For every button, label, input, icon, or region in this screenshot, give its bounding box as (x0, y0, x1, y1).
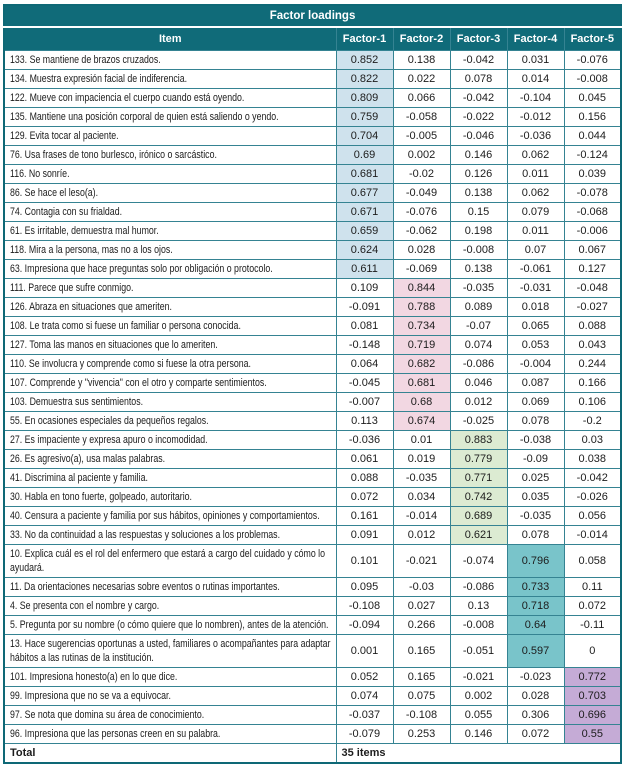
title-row (4, 5, 621, 27)
factor-3-value-cell: -0.025 (450, 412, 507, 431)
item-cell (4, 578, 336, 597)
factor-1-value-cell: -0.045 (336, 374, 393, 393)
factor-5-value-cell: -0.078 (564, 184, 621, 203)
factor-1-value-cell: 0.624 (336, 241, 393, 260)
factor-2-value-cell: 0.734 (393, 317, 450, 336)
item-text: 110. Se involucra y comprende como si fuese la otra persona. (10, 358, 251, 370)
factor-1-value-cell: 0.161 (336, 507, 393, 526)
factor-2-value-cell: -0.014 (393, 507, 450, 526)
table-row (4, 635, 621, 668)
table-row (4, 526, 621, 545)
factor-2-value-cell: -0.035 (393, 469, 450, 488)
table-row (4, 165, 621, 184)
item-text: 41. Discrimina al paciente y familia. (10, 472, 148, 484)
factor-2-value-cell: 0.022 (393, 70, 450, 89)
factor-3-value-cell: 0.198 (450, 222, 507, 241)
item-cell (4, 545, 336, 578)
factor-2-value-cell: 0.68 (393, 393, 450, 412)
item-cell (4, 146, 336, 165)
item-cell (4, 336, 336, 355)
item-text: 63. Impresiona que hace preguntas solo por obligación o protocolo. (10, 263, 273, 275)
factor-1-value-cell: 0.69 (336, 146, 393, 165)
item-cell (4, 450, 336, 469)
item-text: 111. Parece que sufre conmigo. (10, 282, 134, 294)
item-text: 40. Censura a paciente y familia por sus hábitos, opiniones y comportamientos. (10, 510, 320, 522)
factor-4-value-cell: 0.025 (507, 469, 564, 488)
item-text: 74. Contagia con su frialdad. (10, 206, 123, 218)
factor-5-value-cell: -0.027 (564, 298, 621, 317)
factor-2-value-cell: -0.03 (393, 578, 450, 597)
factor-2-value-cell: 0.674 (393, 412, 450, 431)
table-row (4, 412, 621, 431)
factor-3-value-cell: 0.078 (450, 70, 507, 89)
factor-3-value-cell: -0.086 (450, 578, 507, 597)
factor-2-value-cell: 0.681 (393, 374, 450, 393)
factor-1-value-cell: 0.704 (336, 127, 393, 146)
table-row (4, 108, 621, 127)
item-cell (4, 507, 336, 526)
item-text: 127. Toma las manos en situaciones que lo ameriten. (10, 339, 218, 351)
factor-3-value-cell: -0.008 (450, 241, 507, 260)
factor-5-value-cell: -0.068 (564, 203, 621, 222)
factor-2-value-cell: 0.028 (393, 241, 450, 260)
factor-2-value-cell: 0.266 (393, 616, 450, 635)
table-row (4, 260, 621, 279)
factor-5-value-cell: 0.703 (564, 687, 621, 706)
factor-5-value-cell: -0.124 (564, 146, 621, 165)
table-row (4, 469, 621, 488)
factor-2-value-cell: 0.034 (393, 488, 450, 507)
factor-4-value-cell: 0.07 (507, 241, 564, 260)
table-row (4, 488, 621, 507)
table-row (4, 317, 621, 336)
factor-5-value-cell: 0.127 (564, 260, 621, 279)
factor-5-value-cell: -0.076 (564, 51, 621, 70)
factor-1-value-cell: 0.677 (336, 184, 393, 203)
column-header-factor-4: Factor-4 (507, 27, 564, 51)
item-cell (4, 431, 336, 450)
factor-1-value-cell: -0.148 (336, 336, 393, 355)
factor-3-value-cell: 0.089 (450, 298, 507, 317)
item-cell (4, 488, 336, 507)
factor-4-value-cell: -0.004 (507, 355, 564, 374)
factor-3-value-cell: 0.046 (450, 374, 507, 393)
table-row (4, 725, 621, 744)
factor-2-value-cell: 0.002 (393, 146, 450, 165)
factor-2-value-cell: 0.075 (393, 687, 450, 706)
table-row (4, 545, 621, 578)
factor-4-value-cell: -0.023 (507, 668, 564, 687)
factor-1-value-cell: 0.822 (336, 70, 393, 89)
factor-5-value-cell: 0.106 (564, 393, 621, 412)
factor-4-value-cell: -0.09 (507, 450, 564, 469)
item-cell (4, 706, 336, 725)
factor-4-value-cell: 0.069 (507, 393, 564, 412)
column-header-row (4, 27, 621, 51)
item-cell (4, 635, 336, 668)
factor-5-value-cell: 0.772 (564, 668, 621, 687)
factor-3-value-cell: -0.022 (450, 108, 507, 127)
factor-1-value-cell: 0.852 (336, 51, 393, 70)
factor-4-value-cell: -0.104 (507, 89, 564, 108)
factor-5-value-cell: 0.038 (564, 450, 621, 469)
item-cell (4, 616, 336, 635)
factor-4-value-cell: 0.011 (507, 222, 564, 241)
factor-3-value-cell: -0.086 (450, 355, 507, 374)
factor-5-value-cell: 0.03 (564, 431, 621, 450)
table-row (4, 222, 621, 241)
column-header-item: Item (4, 27, 336, 51)
table-row (4, 597, 621, 616)
factor-3-value-cell: 0.074 (450, 336, 507, 355)
factor-5-value-cell: 0.039 (564, 165, 621, 184)
factor-1-value-cell: 0.113 (336, 412, 393, 431)
factor-5-value-cell: -0.042 (564, 469, 621, 488)
factor-2-value-cell: 0.253 (393, 725, 450, 744)
factor-5-value-cell: 0.55 (564, 725, 621, 744)
factor-2-value-cell: -0.076 (393, 203, 450, 222)
factor-3-value-cell: -0.021 (450, 668, 507, 687)
item-text: 101. Impresiona honesto(a) en lo que dice. (10, 671, 178, 683)
column-header-factor-1: Factor-1 (336, 27, 393, 51)
item-text: 61. Es irritable, demuestra mal humor. (10, 225, 159, 237)
factor-4-value-cell: -0.036 (507, 127, 564, 146)
factor-4-value-cell: 0.078 (507, 412, 564, 431)
table-row (4, 146, 621, 165)
factor-2-value-cell: -0.108 (393, 706, 450, 725)
factor-5-value-cell: 0.043 (564, 336, 621, 355)
table-row (4, 241, 621, 260)
factor-4-value-cell: 0.079 (507, 203, 564, 222)
factor-3-value-cell: -0.042 (450, 51, 507, 70)
table-row (4, 431, 621, 450)
factor-1-value-cell: 0.671 (336, 203, 393, 222)
factor-2-value-cell: 0.066 (393, 89, 450, 108)
table-row (4, 374, 621, 393)
factor-3-value-cell: -0.046 (450, 127, 507, 146)
factor-2-value-cell: -0.058 (393, 108, 450, 127)
table-title: Factor loadings (4, 5, 621, 27)
factor-3-value-cell: 0.621 (450, 526, 507, 545)
factor-5-value-cell: 0.056 (564, 507, 621, 526)
factor-3-value-cell: 0.055 (450, 706, 507, 725)
factor-3-value-cell: 0.779 (450, 450, 507, 469)
table-row (4, 127, 621, 146)
factor-1-value-cell: -0.091 (336, 298, 393, 317)
item-text: 26. Es agresivo(a), usa malas palabras. (10, 453, 166, 465)
table-row (4, 70, 621, 89)
item-cell (4, 222, 336, 241)
table-row (4, 336, 621, 355)
table-row (4, 578, 621, 597)
factor-1-value-cell: 0.611 (336, 260, 393, 279)
item-cell (4, 127, 336, 146)
factor-4-value-cell: 0.053 (507, 336, 564, 355)
table-row (4, 393, 621, 412)
factor-3-value-cell: 0.771 (450, 469, 507, 488)
factor-3-value-cell: -0.035 (450, 279, 507, 298)
factor-3-value-cell: 0.689 (450, 507, 507, 526)
factor-4-value-cell: 0.031 (507, 51, 564, 70)
factor-1-value-cell: 0.681 (336, 165, 393, 184)
item-cell (4, 469, 336, 488)
factor-1-value-cell: 0.052 (336, 668, 393, 687)
factor-2-value-cell: 0.019 (393, 450, 450, 469)
item-cell (4, 279, 336, 298)
factor-2-value-cell: 0.844 (393, 279, 450, 298)
factor-2-value-cell: -0.005 (393, 127, 450, 146)
factor-2-value-cell: -0.069 (393, 260, 450, 279)
factor-4-value-cell: 0.028 (507, 687, 564, 706)
factor-4-value-cell: 0.597 (507, 635, 564, 668)
factor-5-value-cell: 0.067 (564, 241, 621, 260)
item-text: 27. Es impaciente y expresa apuro o incomodidad. (10, 434, 208, 446)
factor-3-value-cell: 0.15 (450, 203, 507, 222)
factor-2-value-cell: -0.021 (393, 545, 450, 578)
item-cell (4, 412, 336, 431)
item-cell (4, 298, 336, 317)
factor-4-value-cell: 0.078 (507, 526, 564, 545)
column-header-factor-2: Factor-2 (393, 27, 450, 51)
factor-4-value-cell: -0.035 (507, 507, 564, 526)
item-cell (4, 203, 336, 222)
factor-1-value-cell: 0.759 (336, 108, 393, 127)
total-value: 35 items (336, 744, 621, 764)
table-footer (4, 744, 621, 764)
factor-3-value-cell: 0.146 (450, 146, 507, 165)
factor-1-value-cell: -0.094 (336, 616, 393, 635)
item-cell (4, 260, 336, 279)
factor-4-value-cell: 0.718 (507, 597, 564, 616)
item-text: 10. Explica cuál es el rol del enfermero que estará a cargo del cuidado y cómo lo ayudará. (10, 548, 326, 574)
factor-2-value-cell: 0.01 (393, 431, 450, 450)
factor-2-value-cell: 0.165 (393, 668, 450, 687)
factor-2-value-cell: -0.049 (393, 184, 450, 203)
factor-2-value-cell: -0.02 (393, 165, 450, 184)
item-cell (4, 108, 336, 127)
factor-3-value-cell: 0.012 (450, 393, 507, 412)
factor-5-value-cell: 0.088 (564, 317, 621, 336)
factor-4-value-cell: -0.038 (507, 431, 564, 450)
factor-5-value-cell: 0.044 (564, 127, 621, 146)
item-text: 30. Habla en tono fuerte, golpeado, autoritario. (10, 491, 192, 503)
item-cell (4, 374, 336, 393)
factor-3-value-cell: -0.042 (450, 89, 507, 108)
item-cell (4, 184, 336, 203)
factor-1-value-cell: 0.061 (336, 450, 393, 469)
factor-2-value-cell: 0.788 (393, 298, 450, 317)
item-cell (4, 165, 336, 184)
factor-4-value-cell: 0.062 (507, 146, 564, 165)
factor-2-value-cell: -0.062 (393, 222, 450, 241)
item-text: 99. Impresiona que no se va a equivocar. (10, 690, 171, 702)
factor-1-value-cell: 0.091 (336, 526, 393, 545)
total-row (4, 744, 621, 764)
total-label: Total (4, 744, 336, 764)
item-text: 135. Mantiene una posición corporal de quien está saliendo o yendo. (10, 111, 279, 123)
item-text: 55. En ocasiones especiales da pequeños regalos. (10, 415, 209, 427)
item-cell (4, 51, 336, 70)
factor-5-value-cell: -0.11 (564, 616, 621, 635)
item-text: 129. Evita tocar al paciente. (10, 130, 119, 142)
item-cell (4, 687, 336, 706)
table-header (4, 5, 621, 51)
factor-4-value-cell: 0.065 (507, 317, 564, 336)
factor-5-value-cell: 0.11 (564, 578, 621, 597)
factor-5-value-cell: 0.166 (564, 374, 621, 393)
factor-5-value-cell: 0.156 (564, 108, 621, 127)
item-cell (4, 668, 336, 687)
factor-1-value-cell: 0.088 (336, 469, 393, 488)
factor-1-value-cell: 0.101 (336, 545, 393, 578)
item-text: 116. No sonríe. (10, 168, 70, 180)
factor-1-value-cell: -0.037 (336, 706, 393, 725)
table-row (4, 184, 621, 203)
item-text: 4. Se presenta con el nombre y cargo. (10, 600, 160, 612)
item-text: 76. Usa frases de tono burlesco, irónico o sarcástico. (10, 149, 217, 161)
item-cell (4, 526, 336, 545)
table-row (4, 89, 621, 108)
table-row (4, 450, 621, 469)
factor-4-value-cell: 0.035 (507, 488, 564, 507)
factor-4-value-cell: 0.072 (507, 725, 564, 744)
factor-5-value-cell: -0.2 (564, 412, 621, 431)
factor-3-value-cell: 0.13 (450, 597, 507, 616)
item-cell (4, 393, 336, 412)
factor-3-value-cell: 0.146 (450, 725, 507, 744)
factor-1-value-cell: 0.081 (336, 317, 393, 336)
factor-4-value-cell: 0.306 (507, 706, 564, 725)
item-text: 108. Le trata como si fuese un familiar o persona conocida. (10, 320, 241, 332)
item-text: 118. Mira a la persona, mas no a los ojos. (10, 244, 173, 256)
item-cell (4, 317, 336, 336)
factor-1-value-cell: -0.007 (336, 393, 393, 412)
factor-5-value-cell: -0.014 (564, 526, 621, 545)
factor-4-value-cell: 0.796 (507, 545, 564, 578)
factor-4-value-cell: -0.061 (507, 260, 564, 279)
item-cell (4, 70, 336, 89)
table-body (4, 51, 621, 744)
table-row (4, 51, 621, 70)
factor-2-value-cell: 0.719 (393, 336, 450, 355)
factor-1-value-cell: 0.064 (336, 355, 393, 374)
factor-1-value-cell: 0.095 (336, 578, 393, 597)
table-row (4, 355, 621, 374)
factor-4-value-cell: -0.031 (507, 279, 564, 298)
item-text: 5. Pregunta por su nombre (o cómo quiere que lo nombren), antes de la atención. (10, 619, 329, 631)
table-row (4, 298, 621, 317)
item-cell (4, 241, 336, 260)
item-text: 133. Se mantiene de brazos cruzados. (10, 54, 161, 66)
factor-5-value-cell: 0.244 (564, 355, 621, 374)
item-text: 126. Abraza en situaciones que ameriten. (10, 301, 172, 313)
item-cell (4, 725, 336, 744)
item-text: 96. Impresiona que las personas creen en su palabra. (10, 728, 221, 740)
table-row (4, 616, 621, 635)
factor-1-value-cell: 0.659 (336, 222, 393, 241)
factor-2-value-cell: 0.027 (393, 597, 450, 616)
factor-3-value-cell: 0.138 (450, 260, 507, 279)
item-text: 13. Hace sugerencias oportunas a usted, familiares o acompañantes para adaptar hábitos a las rutinas de la institución. (10, 638, 331, 664)
factor-2-value-cell: 0.138 (393, 51, 450, 70)
factor-3-value-cell: -0.074 (450, 545, 507, 578)
factor-1-value-cell: -0.079 (336, 725, 393, 744)
factor-1-value-cell: 0.001 (336, 635, 393, 668)
factor-1-value-cell: 0.072 (336, 488, 393, 507)
factor-5-value-cell: -0.008 (564, 70, 621, 89)
factor-4-value-cell: 0.014 (507, 70, 564, 89)
table-row (4, 706, 621, 725)
factor-3-value-cell: 0.742 (450, 488, 507, 507)
item-cell (4, 89, 336, 108)
factor-4-value-cell: 0.733 (507, 578, 564, 597)
factor-1-value-cell: 0.809 (336, 89, 393, 108)
factor-1-value-cell: 0.074 (336, 687, 393, 706)
item-text: 103. Demuestra sus sentimientos. (10, 396, 144, 408)
factor-5-value-cell: 0.072 (564, 597, 621, 616)
factor-5-value-cell: -0.048 (564, 279, 621, 298)
factor-3-value-cell: -0.051 (450, 635, 507, 668)
factor-1-value-cell: 0.109 (336, 279, 393, 298)
factor-5-value-cell: 0.696 (564, 706, 621, 725)
item-text: 86. Se hace el leso(a). (10, 187, 99, 199)
table-row (4, 687, 621, 706)
factor-4-value-cell: 0.018 (507, 298, 564, 317)
item-cell (4, 597, 336, 616)
item-text: 122. Mueve con impaciencia el cuerpo cuando está oyendo. (10, 92, 245, 104)
factor-3-value-cell: -0.008 (450, 616, 507, 635)
table-row (4, 507, 621, 526)
factor-loadings-table (3, 4, 622, 764)
factor-5-value-cell: 0 (564, 635, 621, 668)
factor-5-value-cell: -0.026 (564, 488, 621, 507)
item-text: 33. No da continuidad a las respuestas y soluciones a los problemas. (10, 529, 281, 541)
item-text: 11. Da orientaciones necesarias sobre eventos o rutinas importantes. (10, 581, 280, 593)
factor-5-value-cell: 0.045 (564, 89, 621, 108)
factor-4-value-cell: 0.64 (507, 616, 564, 635)
factor-1-value-cell: -0.036 (336, 431, 393, 450)
factor-2-value-cell: 0.012 (393, 526, 450, 545)
item-cell (4, 355, 336, 374)
factor-5-value-cell: -0.006 (564, 222, 621, 241)
factor-2-value-cell: 0.165 (393, 635, 450, 668)
factor-4-value-cell: 0.087 (507, 374, 564, 393)
factor-3-value-cell: 0.002 (450, 687, 507, 706)
factor-5-value-cell: 0.058 (564, 545, 621, 578)
table-row (4, 203, 621, 222)
factor-3-value-cell: -0.07 (450, 317, 507, 336)
table-row (4, 668, 621, 687)
factor-4-value-cell: -0.012 (507, 108, 564, 127)
item-text: 134. Muestra expresión facial de indiferencia. (10, 73, 188, 85)
item-text: 97. Se nota que domina su área de conocimiento. (10, 709, 205, 721)
column-header-factor-3: Factor-3 (450, 27, 507, 51)
factor-3-value-cell: 0.883 (450, 431, 507, 450)
factor-3-value-cell: 0.138 (450, 184, 507, 203)
factor-3-value-cell: 0.126 (450, 165, 507, 184)
column-header-factor-5: Factor-5 (564, 27, 621, 51)
item-text: 107. Comprende y "vivencia" con el otro y comparte sentimientos. (10, 377, 267, 389)
table-row (4, 279, 621, 298)
factor-1-value-cell: -0.108 (336, 597, 393, 616)
factor-4-value-cell: 0.062 (507, 184, 564, 203)
factor-2-value-cell: 0.682 (393, 355, 450, 374)
factor-4-value-cell: 0.011 (507, 165, 564, 184)
